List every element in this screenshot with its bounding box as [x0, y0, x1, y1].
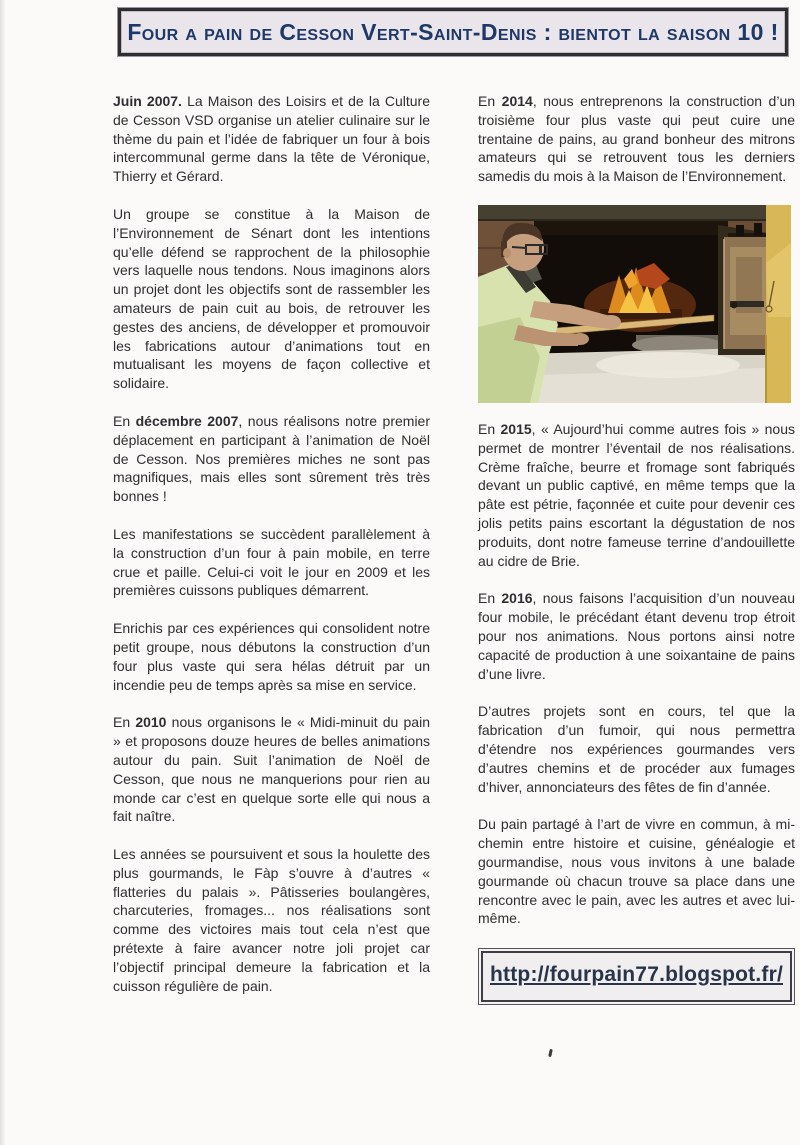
- blog-url-box: [478, 948, 795, 1005]
- paragraph-text: Enrichis par ces expériences qui consolident notre petit groupe, nous débutons la construction d’un four plus vaste qui sera hélas détruit par un incendie peu de temps après sa mise en service.: [113, 620, 430, 693]
- paragraph-2015: [478, 420, 795, 570]
- paragraph-pain-partage: [478, 815, 795, 928]
- paragraph-text-pre: En: [113, 412, 136, 429]
- paragraph-juin-2007: [113, 92, 430, 186]
- paragraph-text: La Maison des Loisirs et de la Culture de Cesson VSD organise un atelier culinaire sur le thème du pain et l’idée de fabriquer un four à bois intercommunal germe dans la tête de Véronique, Thierry et Gérard.: [113, 93, 431, 185]
- paragraph-text-pre: En: [478, 420, 501, 437]
- paragraph-bold-lead: 2015: [500, 420, 532, 437]
- paragraph-text: nous organisons le « Midi-minuit du pain » et proposons douze heures de belles animations autour du pain. Suit l’animation de Noël de Cesson, que nous ne manquerions pour rien au monde car c’est en quelque sorte elle qui nous a fait naître.: [113, 714, 430, 825]
- paragraph-text: , nous réalisons notre premier déplacement en participant à l’animation de Noël de Cesson. Nos premières miches ne sont pas magnifiques, mais elles sont sûrement très très bonnes !: [113, 412, 431, 505]
- paragraph-autres-projets: [478, 702, 795, 796]
- blog-url: http://fourpain77.blogspot.fr/: [490, 963, 783, 987]
- scan-edge-shadow: [0, 0, 6, 1145]
- paragraph-manifestations: [113, 525, 430, 600]
- paragraph-bold-lead: 2010: [135, 714, 167, 731]
- paragraph-text: D’autres projets sont en cours, tel que la fabrication d’un fumoir, qui nous permettra d’étendre nos expériences gourmandes vers d’autres chemins et de procéder aux fumages d’hiver, annonciateurs des fêtes de fin d’année.: [478, 703, 795, 795]
- bread-oven-photo-illustration: [478, 205, 791, 403]
- title-banner: [118, 8, 788, 56]
- paragraph-2010: [113, 713, 430, 826]
- paragraph-text: Un groupe se constitue à la Maison de l’Environnement de Sénart dont les intentions qu’elle défend se rapprochent de la philosophie vers laquelle nous tendons. Nous imaginons alors un projet dont les objectifs sont de rassembler les amateurs de pain cuit au bois, de retrouver les gestes des anciens, de développer et promouvoir les fabrications autour d’animations tout en mutualisant les moyens de façon collective et solidaire.: [113, 205, 430, 392]
- paragraph-un-groupe: [113, 205, 430, 393]
- paragraph-text: , nous faisons l’acquisition d’un nouveau four mobile, le précédant étant devenu trop étroit pour nos animations. Nous portons ainsi notre capacité de production à une soixantaine de pains d’une livre.: [478, 590, 795, 682]
- left-column: [113, 92, 430, 1014]
- page-title: Four a pain de Cesson Vert-Saint-Denis : bientot la saison 10 !: [127, 18, 779, 45]
- paragraph-bold-lead: décembre 2007: [135, 412, 239, 429]
- paragraph-decembre-2007: [113, 412, 430, 506]
- blog-url-inner-frame: [481, 951, 792, 1002]
- paragraph-bold-lead: 2014: [501, 93, 533, 109]
- paragraph-2014: [478, 92, 795, 186]
- scan-speck: [548, 1049, 553, 1057]
- two-column-body: [113, 92, 795, 1014]
- paragraph-enrichis: [113, 619, 430, 694]
- paragraph-text-pre: En: [478, 590, 502, 607]
- paragraph-bold-lead: 2016: [501, 590, 533, 607]
- paragraph-annees: [113, 845, 430, 995]
- paragraph-text: Les années se poursuivent et sous la houlette des plus gourmands, le Fàp s’ouvre à d’autres « flatteries du palais ». Pâtisseries boulangères, charcuteries, fromages... nos réalisations sont comme des victoires mais tout cela n’est que prétexte à faire avancer notre joli projet car l’objectif principal demeure la fabrication et la cuisson régulière de pain.: [113, 846, 430, 994]
- paragraph-text-pre: En: [113, 714, 136, 731]
- paragraph-text: , nous entreprenons la construction d’un troisième four plus vaste qui peut cuire une trentaine de pains, au grand bonheur des mitrons amateurs qui se retrouvent tous les derniers samedis du mois à la Maison de l’Environnement.: [478, 93, 796, 185]
- paragraph-text: , « Aujourd’hui comme autres fois » nous permet de montrer l’éventail de nos réalisations. Crème fraîche, beurre et fromage sont fabriqués devant un public captivé, en même temps que la pâte est pétrie, façonnée et cuite pour devenir ces jolis petits pains escortant la dégustation de nos produits, dont notre fameuse terrine d’andouillette au cidre de Brie.: [478, 420, 796, 569]
- paragraph-text-pre: En: [478, 93, 502, 109]
- bread-oven-photo: [478, 205, 791, 403]
- paragraph-2016: [478, 589, 795, 683]
- paragraph-text: Les manifestations se succèdent parallèlement à la construction d’un four à pain mobile, en terre crue et paille. Celui-ci voit le jour en 2009 et les premières cuissons publiques démarrent.: [113, 525, 430, 599]
- paragraph-text: Du pain partagé à l’art de vivre en commun, à mi-chemin entre histoire et cuisine, généalogie et gourmandise, nous vous invitons à une balade gourmande où chacun trouve sa place dans une rencontre avec le pain, avec les autres et avec lui-même.: [478, 816, 795, 927]
- right-column: [478, 92, 795, 1014]
- paragraph-bold-lead: Juin 2007.: [113, 93, 182, 109]
